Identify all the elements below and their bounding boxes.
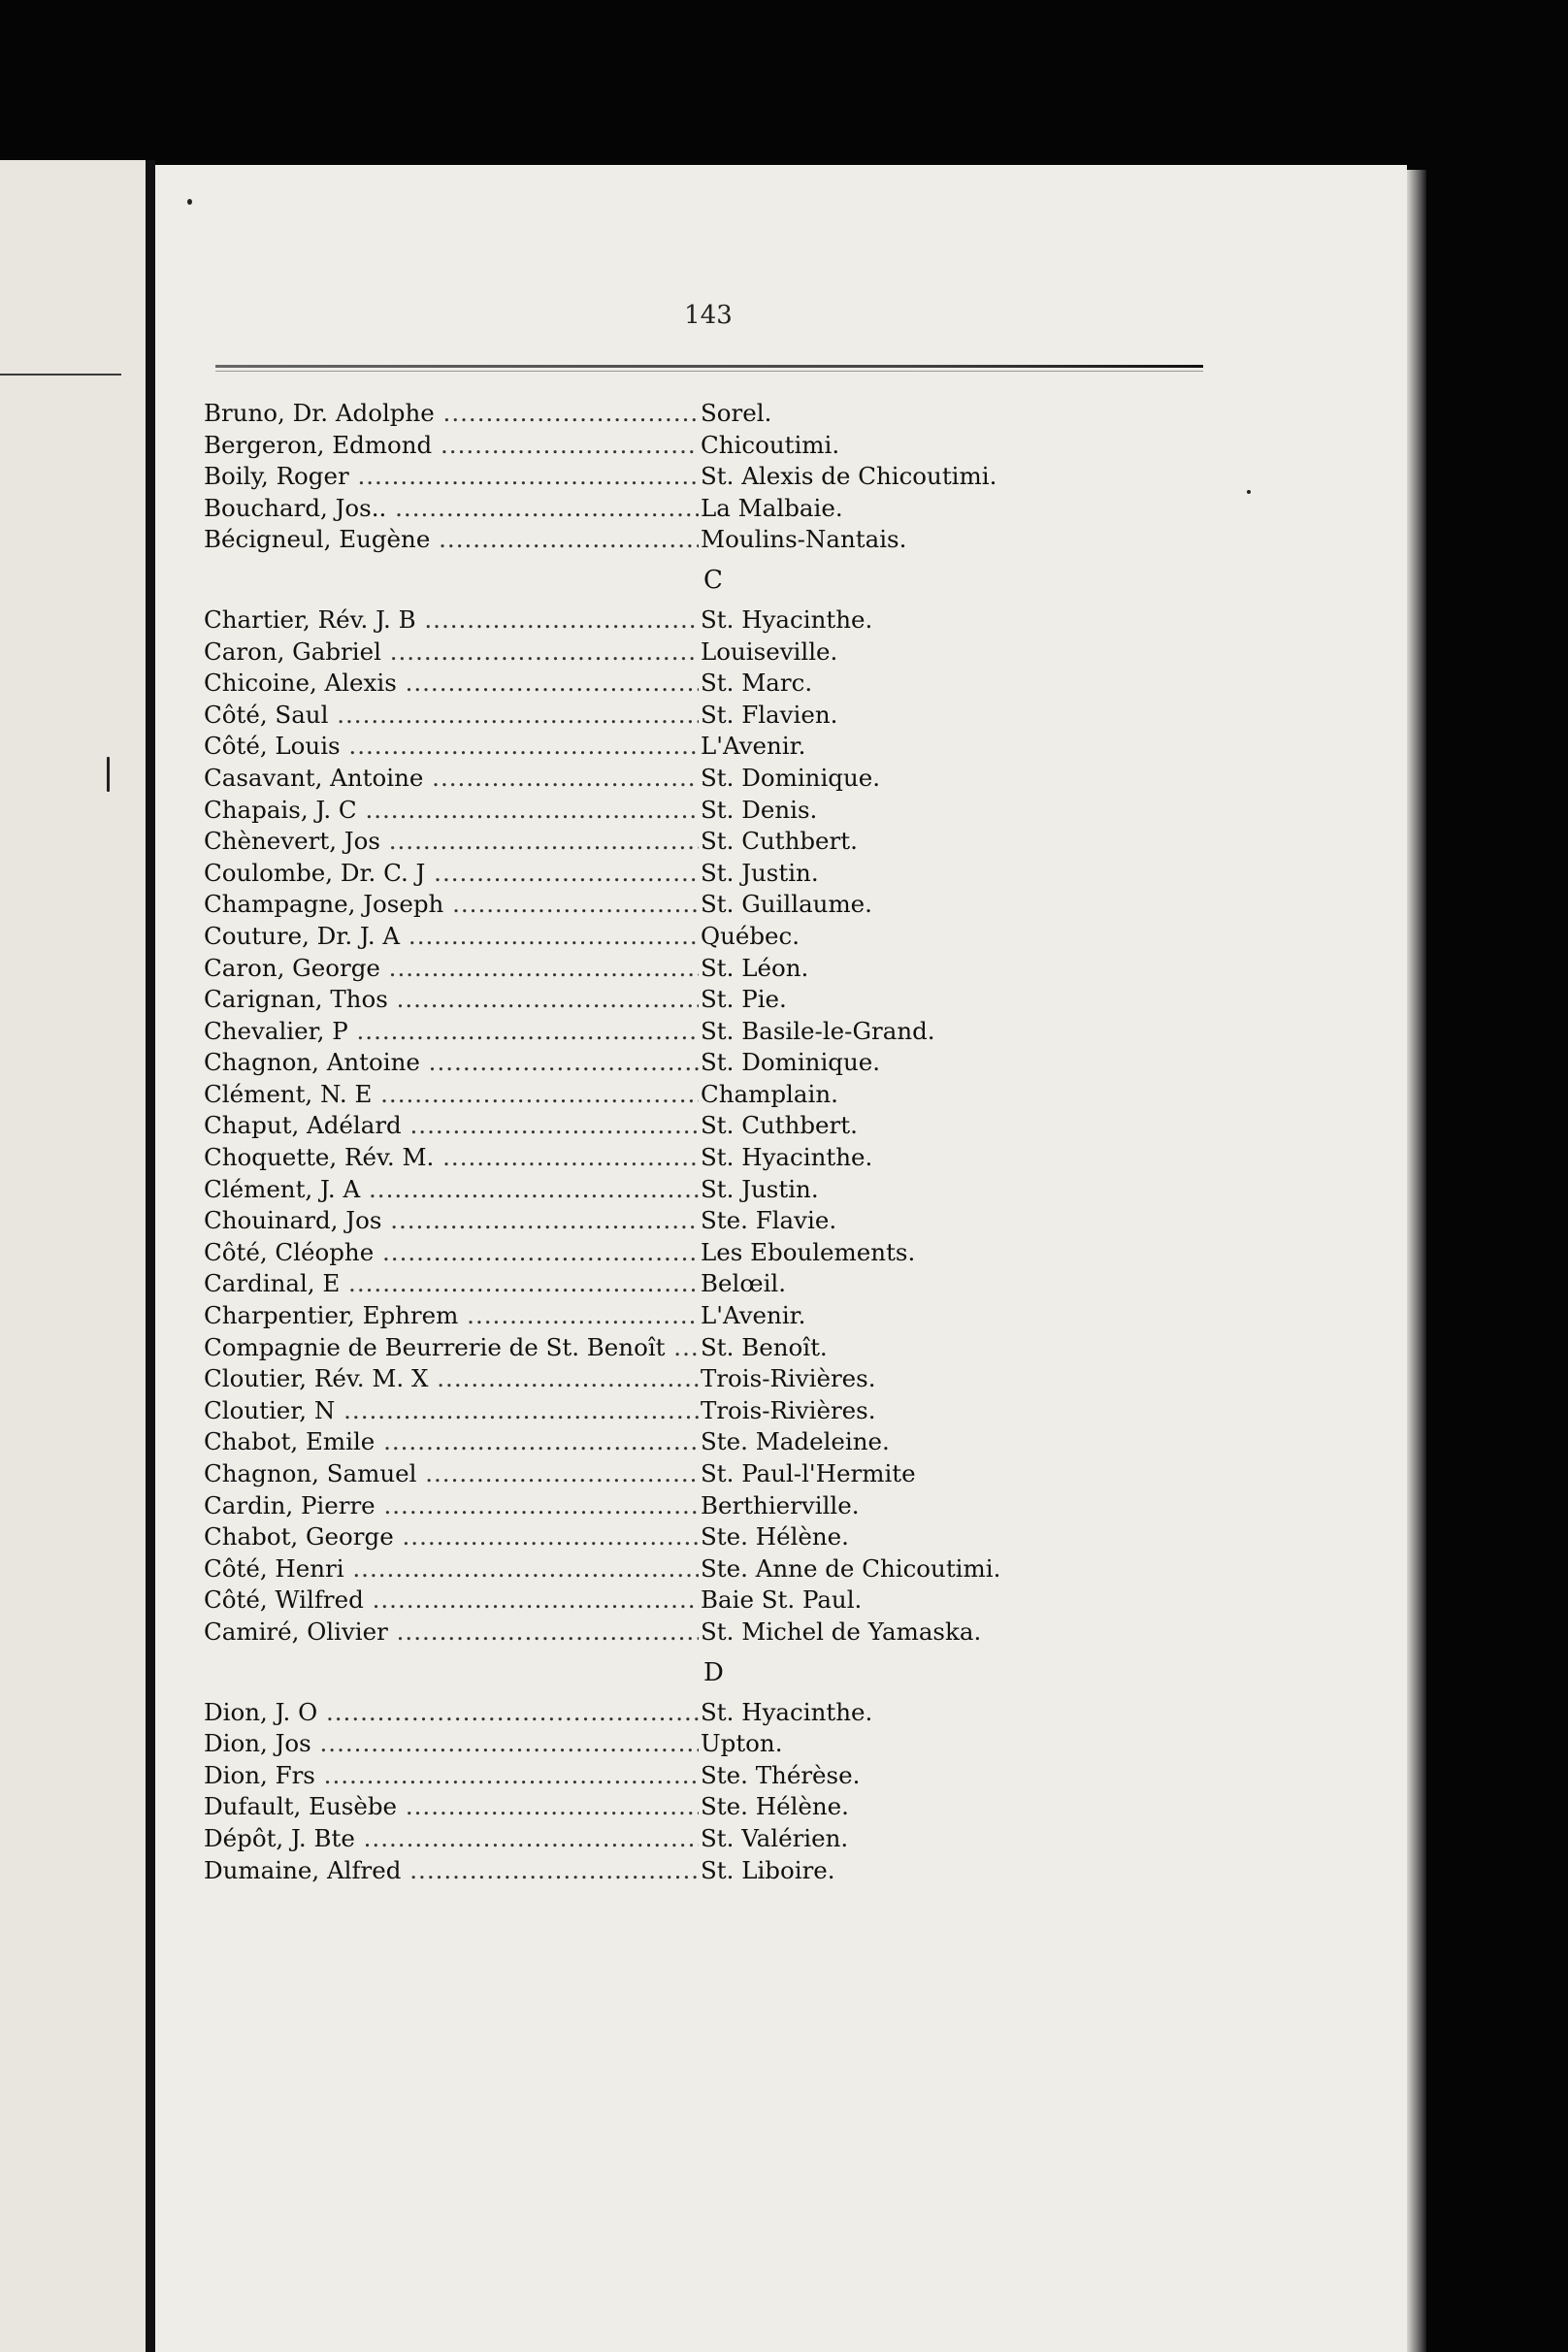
- section-letter: D: [703, 1657, 724, 1687]
- entry-place: St. Basile-le-Grand.: [701, 1016, 935, 1045]
- directory-entry: [204, 398, 1271, 430]
- directory-entry: [204, 826, 1271, 858]
- entry-name: Bruno, Dr. Adolphe .....: [204, 398, 699, 430]
- entry-name: Boily, Roger .....: [204, 461, 699, 493]
- directory-entry: [204, 1395, 1271, 1427]
- directory-entry: [204, 1697, 1271, 1729]
- entry-place: St. Cuthbert.: [701, 827, 858, 856]
- entry-name: Chevalier, P .....: [204, 1016, 699, 1048]
- directory-entry: [204, 795, 1271, 827]
- entry-name: Clément, N. E .....: [204, 1079, 699, 1111]
- directory-entry: [204, 1205, 1271, 1237]
- entry-name: Compagnie de Beurrerie de St. Benoît .....: [204, 1332, 699, 1364]
- scan-speck: [1247, 490, 1251, 494]
- entry-name: Dumaine, Alfred .....: [204, 1855, 699, 1887]
- entry-place: St. Guillaume.: [701, 890, 872, 919]
- header-rule-thin: [215, 371, 1203, 372]
- entry-place: St. Pie.: [701, 985, 787, 1014]
- directory-entry: [204, 668, 1271, 700]
- entry-name: Carignan, Thos .....: [204, 984, 699, 1016]
- entry-place: St. Hyacinthe.: [701, 1143, 873, 1172]
- directory-entry: [204, 1728, 1271, 1760]
- directory-entry: [204, 953, 1271, 985]
- page-number: 143: [684, 301, 733, 330]
- scan-speck: [187, 199, 192, 205]
- entry-place: Berthierville.: [701, 1490, 860, 1519]
- entry-place: La Malbaie.: [701, 493, 843, 522]
- entry-name: Côté, Saul .....: [204, 700, 699, 732]
- directory-entry: [204, 1426, 1271, 1458]
- entry-place: Ste. Thérèse.: [701, 1760, 861, 1789]
- entry-name: Côté, Cléophe .....: [204, 1237, 699, 1269]
- facing-page-rule: [0, 374, 121, 376]
- entry-name: Caron, George .....: [204, 953, 699, 985]
- directory-entry: [204, 1791, 1271, 1823]
- entry-place: Champlain.: [701, 1079, 838, 1108]
- directory-entry: [204, 637, 1271, 669]
- entry-place: St. Benoît.: [701, 1332, 828, 1361]
- directory-list: [204, 398, 1271, 1886]
- entry-place: St. Alexis de Chicoutimi.: [701, 462, 997, 491]
- page-edge-shadow: [1407, 170, 1426, 2352]
- entry-name: Dion, Frs .....: [204, 1760, 699, 1792]
- directory-entry: [204, 1823, 1271, 1855]
- entry-place: Québec.: [701, 921, 800, 950]
- entry-place: Louiseville.: [701, 637, 838, 666]
- entry-place: L'Avenir.: [701, 1301, 806, 1330]
- entry-name: Choquette, Rév. M. .....: [204, 1142, 699, 1174]
- entry-place: L'Avenir.: [701, 732, 806, 761]
- directory-entry: [204, 1110, 1271, 1142]
- entry-place: Les Eboulements.: [701, 1237, 916, 1266]
- directory-entry: [204, 604, 1271, 637]
- facing-page-edge: [0, 160, 146, 2352]
- entry-place: Ste. Madeleine.: [701, 1427, 890, 1456]
- directory-entry: [204, 1760, 1271, 1792]
- directory-entry: [204, 1300, 1271, 1332]
- scan-speck: [107, 757, 110, 792]
- directory-entry: [204, 1617, 1271, 1649]
- entry-place: Upton.: [701, 1729, 783, 1758]
- directory-entry: [204, 763, 1271, 795]
- entry-name: Chagnon, Samuel .....: [204, 1458, 699, 1490]
- entry-name: Chabot, George .....: [204, 1521, 699, 1553]
- entry-name: Cardinal, E .....: [204, 1268, 699, 1300]
- directory-entry: [204, 430, 1271, 462]
- entry-place: Sorel.: [701, 399, 772, 427]
- entry-name: Coulombe, Dr. C. J .....: [204, 858, 699, 890]
- directory-entry: [204, 1363, 1271, 1395]
- entry-place: St. Dominique.: [701, 1048, 881, 1077]
- entry-place: St. Flavien.: [701, 700, 838, 729]
- directory-entry: [204, 731, 1271, 763]
- entry-name: Chènevert, Jos .....: [204, 826, 699, 858]
- entry-name: Dépôt, J. Bte .....: [204, 1823, 699, 1855]
- directory-entry: [204, 700, 1271, 732]
- directory-entry: [204, 1268, 1271, 1300]
- entry-name: Côté, Wilfred .....: [204, 1584, 699, 1617]
- entry-place: St. Léon.: [701, 953, 809, 982]
- entry-name: Champagne, Joseph .....: [204, 889, 699, 921]
- entry-place: St. Hyacinthe.: [701, 604, 873, 634]
- entry-name: Chabot, Emile .....: [204, 1426, 699, 1458]
- entry-name: Dufault, Eusèbe .....: [204, 1791, 699, 1823]
- entry-place: St. Cuthbert.: [701, 1111, 858, 1140]
- directory-entry: [204, 1142, 1271, 1174]
- entry-place: St. Denis.: [701, 795, 818, 824]
- entry-place: Ste. Anne de Chicoutimi.: [701, 1553, 1001, 1583]
- entry-name: Cardin, Pierre .....: [204, 1490, 699, 1522]
- entry-name: Couture, Dr. J. A .....: [204, 921, 699, 953]
- directory-entry: [204, 1855, 1271, 1887]
- entry-name: Bécigneul, Eugène .....: [204, 524, 699, 556]
- directory-entry: [204, 921, 1271, 953]
- directory-entry: [204, 1079, 1271, 1111]
- entry-place: St. Michel de Yamaska.: [701, 1617, 982, 1646]
- directory-entry: [204, 1458, 1271, 1490]
- entry-place: Belœil.: [701, 1269, 787, 1298]
- entry-place: Chicoutimi.: [701, 430, 840, 459]
- entry-name: Bergeron, Edmond .....: [204, 430, 699, 462]
- directory-entry: [204, 889, 1271, 921]
- directory-entry: [204, 1047, 1271, 1079]
- entry-name: Casavant, Antoine .....: [204, 763, 699, 795]
- entry-place: Moulins-Nantais.: [701, 525, 907, 554]
- directory-entry: [204, 1553, 1271, 1585]
- entry-place: Trois-Rivières.: [701, 1364, 876, 1393]
- entry-place: Trois-Rivières.: [701, 1395, 876, 1424]
- directory-entry: [204, 461, 1271, 493]
- entry-place: St. Justin.: [701, 858, 819, 887]
- entry-name: Cloutier, N .....: [204, 1395, 699, 1427]
- entry-place: Baie St. Paul.: [701, 1585, 863, 1615]
- directory-entry: [204, 1521, 1271, 1553]
- book-gutter: [146, 160, 155, 2352]
- entry-place: St. Paul-l'Hermite: [701, 1459, 916, 1487]
- entry-place: St. Justin.: [701, 1174, 819, 1203]
- entry-name: Dion, J. O .....: [204, 1697, 699, 1729]
- entry-place: St. Dominique.: [701, 763, 881, 792]
- directory-entry: [204, 858, 1271, 890]
- entry-place: Ste. Flavie.: [701, 1206, 837, 1235]
- directory-entry: [204, 1016, 1271, 1048]
- entry-name: Camiré, Olivier .....: [204, 1617, 699, 1649]
- entry-place: St. Liboire.: [701, 1855, 835, 1884]
- entry-name: Chouinard, Jos .....: [204, 1205, 699, 1237]
- directory-entry: [204, 1332, 1271, 1364]
- header-rule: [215, 365, 1203, 368]
- directory-entry: [204, 1237, 1271, 1269]
- directory-entry: [204, 984, 1271, 1016]
- directory-entry: [204, 1584, 1271, 1617]
- directory-entry: [204, 493, 1271, 525]
- entry-name: Chaput, Adélard .....: [204, 1110, 699, 1142]
- entry-name: Chartier, Rév. J. B .....: [204, 604, 699, 637]
- entry-name: Chagnon, Antoine .....: [204, 1047, 699, 1079]
- entry-name: Caron, Gabriel .....: [204, 637, 699, 669]
- section-letter: C: [703, 565, 723, 595]
- entry-name: Côté, Louis .....: [204, 731, 699, 763]
- directory-entry: [204, 1174, 1271, 1206]
- directory-entry: [204, 1490, 1271, 1522]
- entry-place: Ste. Hélène.: [701, 1522, 849, 1552]
- entry-name: Clément, J. A .....: [204, 1174, 699, 1206]
- directory-entry: [204, 524, 1271, 556]
- entry-place: St. Hyacinthe.: [701, 1697, 873, 1726]
- entry-name: Côté, Henri .....: [204, 1553, 699, 1585]
- entry-name: Chicoine, Alexis .....: [204, 668, 699, 700]
- entry-name: Charpentier, Ephrem .....: [204, 1300, 699, 1332]
- entry-place: St. Valérien.: [701, 1823, 849, 1852]
- entry-name: Bouchard, Jos.. .....: [204, 493, 699, 525]
- entry-name: Dion, Jos .....: [204, 1728, 699, 1760]
- entry-place: Ste. Hélène.: [701, 1792, 849, 1821]
- entry-place: St. Marc.: [701, 669, 813, 698]
- entry-name: Cloutier, Rév. M. X .....: [204, 1363, 699, 1395]
- entry-name: Chapais, J. C .....: [204, 795, 699, 827]
